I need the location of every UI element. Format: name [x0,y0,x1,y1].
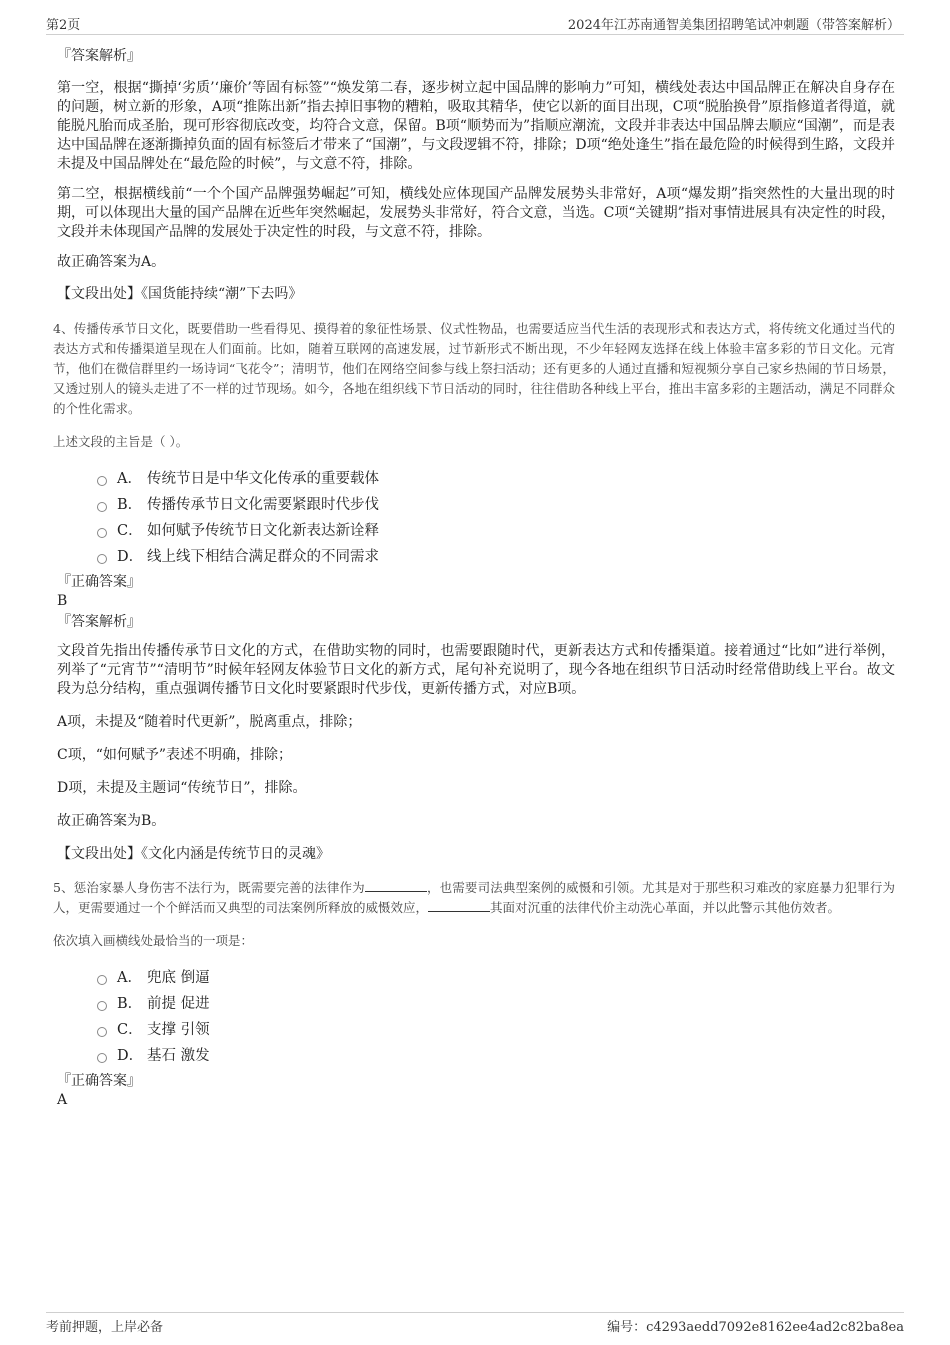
fill-blank-2 [428,899,490,912]
radio-icon[interactable] [97,975,107,985]
prev-analysis-para1: 第一空，根据“撕掉‘劣质’‘廉价’等固有标签”“焕发第二春，逐步树立起中国品牌的影响力”可知，横线处表达中国品牌正在解决自身存在的问题，树立新的形象，A项“推陈出新”指去掉旧事物的糟粕，吸取其精华，使它以新的面目出现，C项“脱胎换骨”原指修道者得道，就能脱凡胎而成圣胎，现可形容彻底改变，均符合文意，保留。B项“顺势而为”指顺应潮流，文段并非表达中国品牌去顺应“国潮”，而是表达中国品牌在逐渐撕掉负面的固有标签后才带来了“国潮”，与文段逻辑不符，排除；D项“绝处逢生”指在最危险的时候得到生路，文段并未提及中国品牌处在“最危险的时候”，与文意不符，排除。 [57,80,895,172]
radio-icon[interactable] [97,502,107,512]
option-text: 兜底 倒逼 [147,970,210,986]
option-letter: B． [117,497,143,513]
option-c[interactable] [97,518,895,544]
q5-answer-label: 『正确答案』 [57,1073,141,1089]
option-text: 传播传承节日文化需要紧跟时代步伐 [147,497,379,513]
option-d[interactable] [97,544,895,570]
option-d[interactable] [97,1043,895,1069]
radio-icon[interactable] [97,1001,107,1011]
fill-blank-1 [365,879,427,892]
option-letter: D． [117,549,144,565]
page-header [46,12,904,35]
option-text: 支撑 引领 [147,1022,210,1038]
option-letter: B． [117,996,143,1012]
option-text: 如何赋予传统节日文化新表达新诠释 [147,523,379,539]
option-text: 基石 激发 [147,1048,210,1064]
q5-text-part3: 其面对沉重的法律代价主动洗心革面，并以此警示其他仿效者。 [490,900,841,915]
question-5-prompt: 依次填入画横线处最恰当的一项是： [53,933,254,948]
q4-answer: B [57,593,68,609]
q5-text-part2: ，也需要司法典型案例的威慑和引领。尤其是对于那些积习难改的家庭暴力犯罪行为人，更需要通过一个个鲜活而又典型的司法案例所释放的威慑效应， [53,880,895,915]
q4-conclusion: 故正确答案为B。 [57,813,166,829]
q5-text-part1: 5、惩治家暴人身伤害不法行为，既需要完善的法律作为 [53,880,365,895]
option-a[interactable] [97,965,895,991]
footer-slogan: 考前押题，上岸必备 [46,1320,164,1335]
option-letter: C． [117,523,143,539]
prev-analysis-label: 『答案解析』 [57,48,141,64]
main-content [53,46,895,1109]
q4-answer-label: 『正确答案』 [57,574,141,590]
option-b[interactable] [97,492,895,518]
prev-source: 【文段出处】《国货能持续“潮”下去吗》 [57,286,303,302]
page-footer [46,1312,904,1335]
question-4-prompt: 上述文段的主旨是（ ）。 [53,434,189,449]
radio-icon[interactable] [97,528,107,538]
prev-conclusion: 故正确答案为A。 [57,254,166,270]
radio-icon[interactable] [97,554,107,564]
option-letter: A． [117,970,142,986]
option-a[interactable] [97,466,895,492]
option-letter: A． [117,471,142,487]
q4-note-d: D项，未提及主题词“传统节日”，排除。 [57,780,307,796]
q4-analysis: 文段首先指出传播传承节日文化的方式，在借助实物的同时，也需要跟随时代，更新表达方式和传播渠道。接着通过“比如”进行举例，列举了“元宵节”“清明节”时候年轻网友体验节日文化的新方式，尾句补充说明了，现今各地在组织节日活动时经常借助线上平台。故文段为总分结构，重点强调传播节日文化时要紧跟时代步伐，更新传播方式，对应B项。 [57,643,895,697]
option-letter: C． [117,1022,143,1038]
q4-note-a: A项，未提及“随着时代更新”，脱离重点，排除； [57,714,362,730]
option-text: 前提 促进 [147,996,210,1012]
q4-note-c: C项，“如何赋予”表述不明确，排除； [57,747,293,763]
option-text: 传统节日是中华文化传承的重要载体 [147,471,379,487]
document-title: 2024年江苏南通智美集团招聘笔试冲刺题（带答案解析） [567,18,900,33]
option-b[interactable] [97,991,895,1017]
prev-analysis-para2: 第二空，根据横线前“一个个国产品牌强势崛起”可知，横线处应体现国产品牌发展势头非常好，A项“爆发期”指突然性的大量出现的时期，可以体现出大量的国产品牌在近些年突然崛起，发展势头非常好，符合文意，当选。C项“关键期”指对事情进展具有决定性的时段，文段并未体现国产品牌的发展处于决定性的时段，与文意不符，排除。 [57,186,895,240]
page-number: 第2页 [46,18,81,33]
option-c[interactable] [97,1017,895,1043]
q4-analysis-label: 『答案解析』 [57,614,141,630]
q5-answer: A [57,1092,68,1108]
radio-icon[interactable] [97,476,107,486]
radio-icon[interactable] [97,1053,107,1063]
option-text: 线上线下相结合满足群众的不同需求 [147,549,379,565]
q4-source: 【文段出处】《文化内涵是传统节日的灵魂》 [57,846,330,862]
radio-icon[interactable] [97,1027,107,1037]
question-5-text [53,878,895,918]
document-id: 编号：c4293aedd7092e8162ee4ad2c82ba8ea [607,1320,904,1335]
option-letter: D． [117,1048,144,1064]
question-4-options [57,466,895,570]
question-5-options [57,965,895,1069]
question-4-text: 4、传播传承节日文化，既要借助一些看得见、摸得着的象征性场景、仪式性物品，也需要适应当代生活的表现形式和表达方式，将传统文化通过当代的表达方式和传播渠道呈现在人们面前。比如，随着互联网的高速发展，过节新形式不断出现，不少年轻网友选择在线上体验丰富多彩的节日文化。元宵节，他们在微信群里约一场诗词“飞花令”；清明节，他们在网络空间参与线上祭扫活动；还有更多的人通过直播和短视频分享自己家乡热闹的节日场景，又透过别人的镜头走进了不一样的过节现场。如今，各地在组织线下节日活动的同时，往往借助各种线上平台，推出丰富多彩的主题活动，满足不同群众的个性化需求。 [53,321,895,416]
